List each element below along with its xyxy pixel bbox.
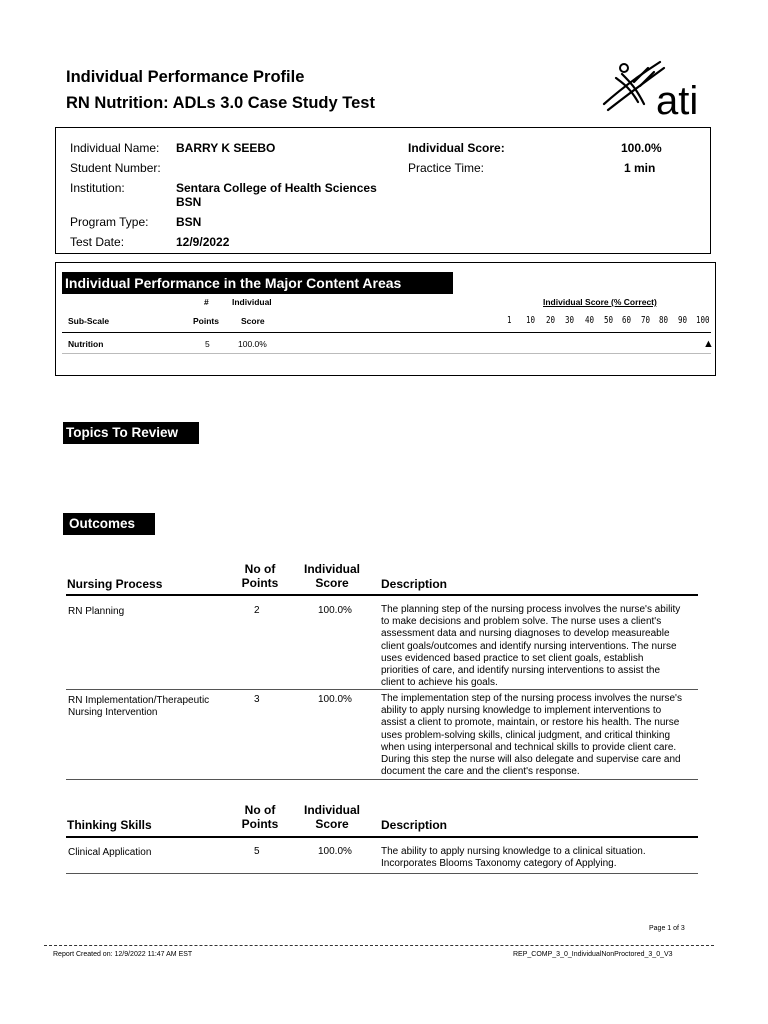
outcome-name: Clinical Application	[68, 847, 152, 858]
score-label: Individual Score:	[408, 141, 505, 155]
outcome-points: 3	[254, 694, 260, 705]
col-points-header	[225, 562, 295, 590]
description-line: client to achieve his goals.	[381, 677, 498, 689]
outcome-description	[381, 693, 701, 778]
footer-divider	[44, 945, 714, 946]
institution-label: Institution:	[70, 181, 125, 195]
scale-tick: 50	[604, 315, 614, 326]
col-score-line1: Individual	[303, 803, 360, 817]
scale-tick: 10	[526, 315, 536, 326]
col-score: Score	[241, 316, 265, 326]
description-line: The planning step of the nursing process involves the nurse's ability	[381, 604, 681, 615]
student-number-label: Student Number:	[70, 161, 161, 175]
scale-tick: 100	[696, 315, 710, 326]
nursing-process-rule	[66, 594, 698, 596]
score-marker: ▲	[703, 338, 714, 350]
name-value: BARRY K SEEBO	[176, 141, 276, 155]
thinking-skills-heading: Thinking Skills	[67, 818, 152, 832]
col-hash: #	[204, 297, 209, 307]
report-id: REP_COMP_3_0_IndividualNonProctored_3_0_V3	[513, 951, 673, 958]
row-divider	[66, 779, 698, 780]
page-title: Individual Performance Profile	[66, 68, 305, 86]
test-date-value: 12/9/2022	[176, 235, 230, 249]
col-subscale: Sub-Scale	[68, 316, 110, 326]
outcome-score: 100.0%	[318, 846, 352, 857]
outcome-points: 2	[254, 605, 260, 616]
description-line: when using interpersonal and technical skills to provide client care.	[381, 741, 677, 753]
col-points-line1: No of	[244, 562, 276, 576]
description-line: ability to apply nursing knowledge to implement interventions to	[381, 705, 662, 717]
score-value: 100.0%	[621, 141, 662, 155]
col-points-line2: Points	[241, 576, 279, 590]
outcome-score: 100.0%	[318, 694, 352, 705]
outcome-name-line2: Nursing Intervention	[68, 707, 158, 719]
outcome-score: 100.0%	[318, 605, 352, 616]
col-points: Points	[193, 316, 219, 326]
description-line: The ability to apply nursing knowledge to a clinical situation.	[381, 846, 646, 857]
institution-value-line2: BSN	[176, 195, 202, 209]
description-line: uses evidenced based practice to set client goals, establish	[381, 652, 644, 664]
description-line: priorities of care, and identify nursing interventions to assist the	[381, 665, 661, 677]
outcome-points: 5	[254, 846, 260, 857]
col-points-line2: Points	[241, 817, 279, 831]
col-score-header	[296, 562, 368, 590]
col-score-line1: Individual	[303, 562, 360, 576]
subscale-score: 100.0%	[238, 339, 267, 349]
topics-heading: Topics To Review	[63, 422, 199, 444]
outcomes-heading: Outcomes	[63, 513, 155, 535]
logo-wordmark: ati	[656, 79, 699, 122]
col-description-header: Description	[381, 577, 448, 591]
scale-tick: 80	[659, 315, 669, 326]
scale-tick: 90	[678, 315, 688, 326]
program-type-value: BSN	[176, 215, 202, 229]
nursing-process-heading: Nursing Process	[67, 577, 163, 591]
scale-tick: 1	[507, 315, 512, 326]
description-line: client goals/outcomes and identify nursing interventions. The nurse	[381, 640, 677, 652]
outcome-name	[68, 695, 209, 719]
scale-tick: 40	[585, 315, 595, 326]
program-type-label: Program Type:	[70, 215, 149, 229]
subscale-name: Nutrition	[68, 339, 104, 349]
col-points-header	[225, 803, 295, 831]
description-line: During this step the nurse will also delegate and supervise care and	[381, 754, 681, 766]
outcome-description	[381, 846, 701, 870]
outcome-description	[381, 604, 701, 689]
description-line: uses problem-solving skills, clinical judgment, and critical thinking	[381, 729, 671, 741]
content-areas-heading: Individual Performance in the Major Content Areas	[62, 272, 453, 294]
description-line: document the care and the client's response.	[381, 766, 580, 778]
col-score-header	[296, 803, 368, 831]
practice-time-value: 1 min	[624, 161, 656, 175]
scale-tick: 20	[546, 315, 556, 326]
name-label: Individual Name:	[70, 141, 160, 155]
col-score-line2: Score	[315, 576, 349, 590]
test-name: RN Nutrition: ADLs 3.0 Case Study Test	[66, 94, 375, 112]
col-points-line1: No of	[244, 803, 276, 817]
description-line: to make decisions and problem solve. The nurse uses a client's	[381, 616, 662, 628]
test-date-label: Test Date:	[70, 235, 125, 249]
row-divider	[66, 689, 698, 690]
page-number: Page 1 of 3	[649, 925, 685, 932]
outcome-name-line1: RN Implementation/Therapeutic	[68, 695, 210, 706]
row-divider	[66, 873, 698, 874]
ati-logo	[598, 58, 710, 122]
scale-tick: 70	[641, 315, 651, 326]
scale-tick: 60	[622, 315, 632, 326]
row-rule	[62, 353, 711, 354]
subscale-points: 5	[205, 339, 210, 349]
col-individual: Individual	[232, 297, 272, 307]
institution-value: Sentara College of Health Sciences	[176, 181, 377, 195]
report-created: Report Created on: 12/9/2022 11:47 AM EST	[53, 951, 193, 958]
practice-time-label: Practice Time:	[408, 161, 485, 175]
chart-title: Individual Score (% Correct)	[543, 297, 657, 307]
description-line: assist a client to promote, maintain, or restore his health. The nurse	[381, 717, 680, 729]
col-description-header: Description	[381, 818, 448, 832]
outcome-name: RN Planning	[68, 606, 125, 617]
description-line: The implementation step of the nursing process involves the nurse's	[381, 693, 682, 704]
col-score-line2: Score	[315, 817, 349, 831]
scale-tick: 30	[565, 315, 575, 326]
description-line: assessment data and nursing diagnoses to develop measureable	[381, 628, 670, 640]
description-line: Incorporates Blooms Taxonomy category of Applying.	[381, 858, 617, 870]
header-rule	[62, 332, 711, 333]
thinking-skills-rule	[66, 836, 698, 838]
